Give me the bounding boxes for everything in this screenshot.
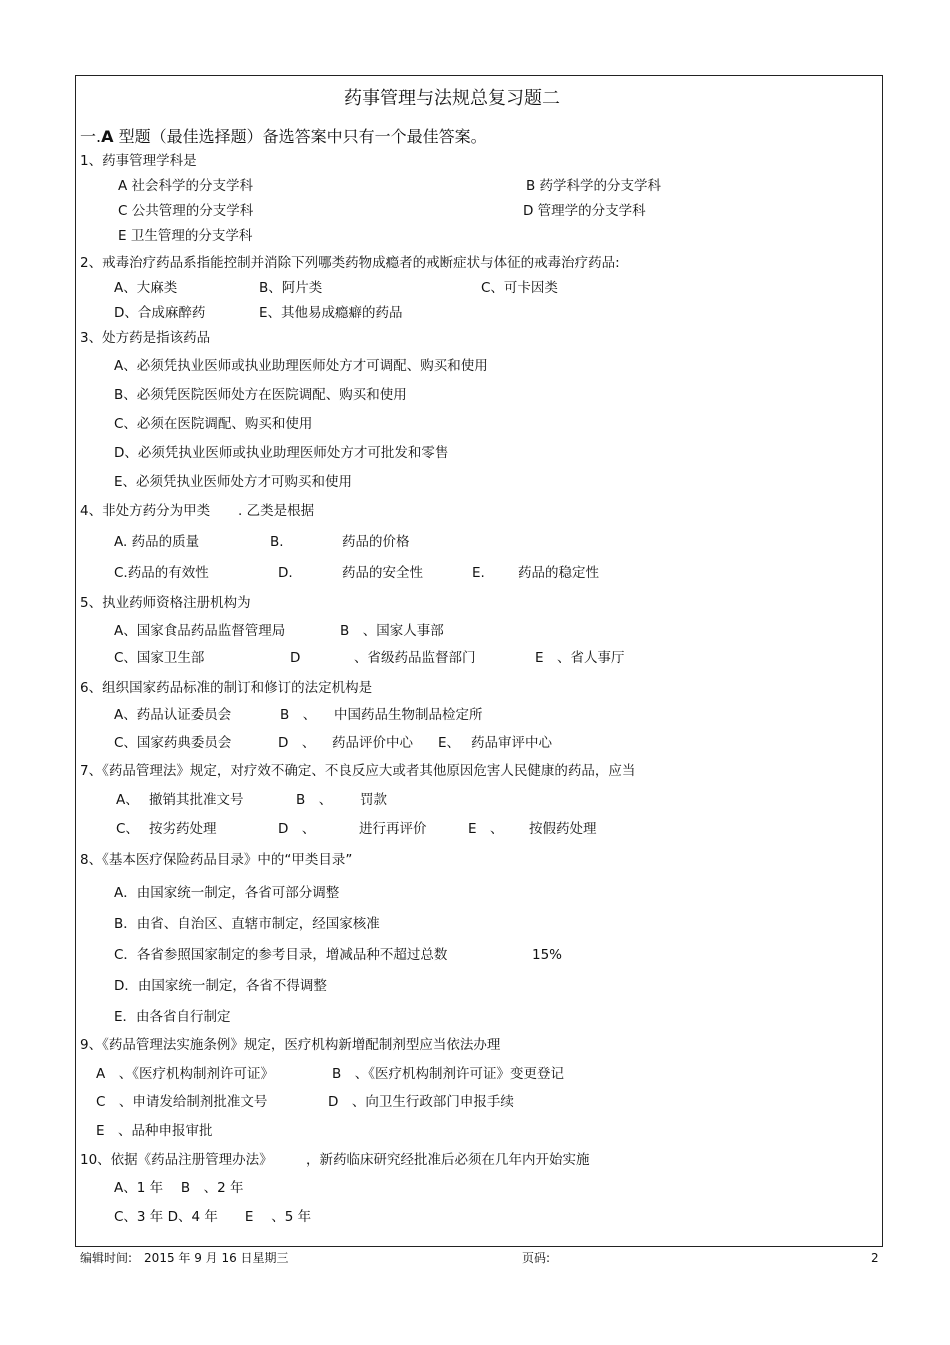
- question-1-option-b: B 药学科学的分支学科: [526, 178, 662, 194]
- question-2-option-b: B、阿片类: [259, 280, 323, 296]
- question-6-option-e: 药品审评中心: [471, 735, 552, 751]
- question-2-option-d: D、合成麻醉药: [114, 305, 206, 321]
- question-4-stem-cont: . 乙类是根据: [238, 503, 315, 519]
- question-4-option-a: A. 药品的质量: [114, 534, 200, 550]
- question-5-option-c: C、国家卫生部: [114, 650, 205, 666]
- question-8-option-e: E．由各省自行制定: [114, 1009, 231, 1025]
- question-8-option-a: A．由国家统一制定，各省可部分调整: [114, 885, 340, 901]
- section-type-letter: A: [101, 127, 114, 146]
- question-3-option-d: D、必须凭执业医师或执业助理医师处方才可批发和零售: [114, 445, 449, 461]
- question-4-option-e-letter: E.: [472, 565, 485, 581]
- question-1-option-e: E 卫生管理的分支学科: [118, 228, 253, 244]
- question-9-option-b: B 、《医疗机构制剂许可证》变更登记: [332, 1066, 565, 1082]
- question-9-option-c: C 、申请发给制剂批准文号: [96, 1094, 268, 1110]
- section-heading: [80, 127, 487, 147]
- question-8-option-c-percent: 15%: [532, 947, 563, 963]
- question-4-option-c: C.药品的有效性: [114, 565, 209, 581]
- question-7-stem: 7、《药品管理法》规定，对疗效不确定、不良反应大或者其他原因危害人民健康的药品，应当: [80, 763, 636, 779]
- question-8-stem: 8、《基本医疗保险药品目录》中的“甲类目录”: [80, 852, 353, 868]
- question-9-stem: 9、《药品管理法实施条例》规定，医疗机构新增配制剂型应当依法办理: [80, 1037, 501, 1053]
- question-4-stem: 4、非处方药分为甲类: [80, 503, 211, 519]
- question-7-option-a-letter: A、: [116, 792, 139, 808]
- page-title: 药事管理与法规总复习题二: [344, 88, 560, 109]
- question-7-option-d-letter: D 、: [278, 821, 316, 837]
- section-text: 型题（最佳选择题）备选答案中只有一个最佳答案。: [118, 127, 487, 146]
- question-2-stem: 2、戒毒治疗药品系指能控制并消除下列哪类药物成瘾者的戒断症状与体征的戒毒治疗药品:: [80, 255, 620, 271]
- question-1-stem: 1、药事管理学科是: [80, 153, 197, 169]
- question-9-option-d: D 、向卫生行政部门申报手续: [328, 1094, 514, 1110]
- question-6-option-d: 药品评价中心: [332, 735, 413, 751]
- section-prefix: 一.: [80, 127, 102, 146]
- question-6-option-e-letter: E、: [438, 735, 461, 751]
- question-3-option-c: C、必须在医院调配、购买和使用: [114, 416, 313, 432]
- question-5-stem: 5、执业药师资格注册机构为: [80, 595, 251, 611]
- question-3-option-b: B、必须凭医院医师处方在医院调配、购买和使用: [114, 387, 407, 403]
- question-10-stem: 10、依据《药品注册管理办法》: [80, 1152, 273, 1168]
- question-5-option-b: B 、国家人事部: [340, 623, 444, 639]
- question-10-stem-cont: ，新药临床研究经批准后必须在几年内开始实施: [306, 1152, 590, 1168]
- question-7-option-b-letter: B 、: [296, 792, 333, 808]
- question-7-option-e: 按假药处理: [529, 821, 597, 837]
- question-6-option-a: A、药品认证委员会: [114, 707, 232, 723]
- question-3-option-e: E、必须凭执业医师处方才可购买和使用: [114, 474, 353, 490]
- question-1-option-c: C 公共管理的分支学科: [118, 203, 254, 219]
- question-6-option-b-letter: B 、: [280, 707, 317, 723]
- question-4-option-b: 药品的价格: [342, 534, 410, 550]
- question-10-options-cde: C、3 年 D、4 年 E 、5 年: [114, 1209, 312, 1225]
- question-5-option-e: E 、省人事厅: [535, 650, 625, 666]
- question-2-option-e: E、其他易成瘾癖的药品: [259, 305, 403, 321]
- question-3-stem: 3、处方药是指该药品: [80, 330, 211, 346]
- question-6-stem: 6、组织国家药品标准的制订和修订的法定机构是: [80, 680, 373, 696]
- question-8-option-d: D．由国家统一制定，各省不得调整: [114, 978, 327, 994]
- question-7-option-a: 撤销其批准文号: [149, 792, 244, 808]
- question-7-option-b: 罚款: [360, 792, 387, 808]
- footer-page-label: 页码:: [522, 1251, 551, 1265]
- question-7-option-c-letter: C、: [116, 821, 139, 837]
- question-7-option-e-letter: E 、: [468, 821, 504, 837]
- question-9-option-e: E 、品种申报审批: [96, 1123, 213, 1139]
- footer-edit-time: 编辑时间: 2015 年 9 月 16 日星期三: [80, 1251, 289, 1265]
- question-2-option-c: C、可卡因类: [481, 280, 558, 296]
- question-3-option-a: A、必须凭执业医师或执业助理医师处方才可调配、购买和使用: [114, 358, 488, 374]
- question-10-options-ab: A、1 年 B 、2 年: [114, 1180, 244, 1196]
- question-5-option-a: A、国家食品药品监督管理局: [114, 623, 286, 639]
- question-8-option-c: C．各省参照国家制定的参考目录，增减品种不超过总数: [114, 947, 448, 963]
- question-1-option-a: A 社会科学的分支学科: [118, 178, 254, 194]
- question-2-option-a: A、大麻类: [114, 280, 178, 296]
- question-4-option-d-letter: D.: [278, 565, 293, 581]
- question-5-option-d-letter: D: [290, 650, 301, 666]
- question-6-option-b: 中国药品生物制品检定所: [334, 707, 483, 723]
- question-4-option-b-letter: B.: [270, 534, 284, 550]
- question-6-option-c: C、国家药典委员会: [114, 735, 232, 751]
- question-6-option-d-letter: D 、: [278, 735, 316, 751]
- question-9-option-a: A 、《医疗机构制剂许可证》: [96, 1066, 274, 1082]
- footer-page-number: 2: [871, 1251, 879, 1265]
- question-7-option-d: 进行再评价: [359, 821, 427, 837]
- question-4-option-d: 药品的安全性: [342, 565, 423, 581]
- question-1-option-d: D 管理学的分支学科: [523, 203, 646, 219]
- question-7-option-c: 按劣药处理: [149, 821, 217, 837]
- question-8-option-b: B．由省、自治区、直辖市制定，经国家核准: [114, 916, 380, 932]
- question-5-option-d: 、省级药品监督部门: [354, 650, 476, 666]
- question-4-option-e: 药品的稳定性: [518, 565, 599, 581]
